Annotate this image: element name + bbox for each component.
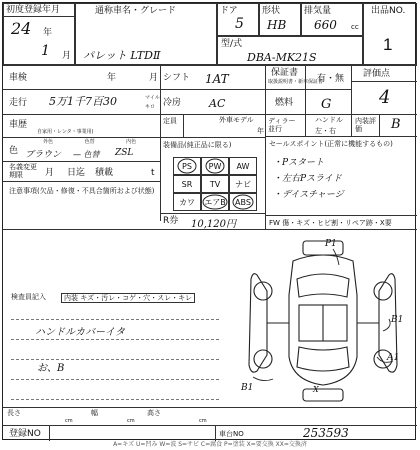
name-change-label: 名義変更期限 xyxy=(9,163,37,179)
damage-mark-a1: A1 xyxy=(387,353,400,363)
equip-aw: AW xyxy=(229,157,257,175)
door-label: ドア xyxy=(220,6,238,16)
shape-label: 形状 xyxy=(262,6,281,16)
equip-tv: TV xyxy=(201,175,229,193)
aircon-label: 冷房 xyxy=(163,98,182,108)
chassis-label: 車台NO xyxy=(219,430,244,438)
warranty-sub: 取扱説明書・新車保証書 xyxy=(268,79,324,85)
first-reg-year-unit: 年 xyxy=(43,28,53,38)
fuel-label: 燃料 xyxy=(275,98,294,108)
damage-mark-b1-left: B1 xyxy=(241,383,254,393)
sales-point-1: ・Pスタート xyxy=(273,158,325,168)
aircon-value: AC xyxy=(209,97,226,110)
mileage-value: 5万1千7百30 xyxy=(49,95,117,108)
equip-abs: ABS xyxy=(229,193,257,211)
exterior-year-unit: 年 xyxy=(257,127,264,135)
model-label: 型/式 xyxy=(221,39,243,49)
car-damage-diagram xyxy=(233,235,413,405)
handle-label: ハンドル xyxy=(315,116,343,124)
mileage-label: 走行 xyxy=(9,98,28,108)
dim-height-label: 高さ xyxy=(147,409,161,417)
auction-sheet xyxy=(2,2,416,440)
handle-value: 左・右 xyxy=(315,127,336,135)
dim-length-unit: cm xyxy=(65,418,73,424)
interior-label: 内装評価 xyxy=(355,117,376,133)
equip-ps: PS xyxy=(173,157,201,175)
color-value: ブラウン xyxy=(25,150,62,160)
interior-value: B xyxy=(391,117,401,132)
equipment-circles xyxy=(173,157,257,211)
damage-mark-x: X xyxy=(313,385,319,394)
name-change-day: 日迄 xyxy=(67,168,86,178)
r-value: 10,120円 xyxy=(191,219,236,230)
exhibit-label: 出品NO. xyxy=(371,6,406,16)
exhibit-value: 1 xyxy=(383,35,393,54)
r-label: R券 xyxy=(163,216,179,226)
capacity-label: 定員 xyxy=(163,117,177,125)
inspection-label: 車検 xyxy=(9,73,28,83)
color-code: ZSL xyxy=(115,148,134,158)
displacement-unit: cc xyxy=(351,23,359,31)
legend-footer: A=キズ U=凹み W=波 S=サビ C=腐食 P=塗装 X=要交換 XX=交換済 xyxy=(113,441,307,448)
dim-width-unit: cm xyxy=(127,418,135,424)
mileage-unit-km: キロ xyxy=(145,104,156,110)
first-reg-month-unit: 月 xyxy=(62,51,72,61)
inspection-year-unit: 年 xyxy=(107,73,117,83)
sales-label: セールスポイント(正常に機能するもの) xyxy=(269,140,393,148)
first-reg-label: 初度登録年月 xyxy=(6,5,61,15)
dealer-label: ディラー並行 xyxy=(268,117,296,133)
name-change-loaded: 積載 xyxy=(95,168,114,178)
equip-sr: SR xyxy=(173,175,201,193)
damage-mark-p1: P1 xyxy=(325,239,337,249)
shift-value: 1AT xyxy=(205,72,229,86)
shape-value: HB xyxy=(267,18,287,32)
car-name-value: パレット LTDⅡ xyxy=(83,49,161,62)
inspector-note-2: お、B xyxy=(37,363,65,374)
equip-airbag: エアB xyxy=(201,193,229,211)
fuel-value: G xyxy=(321,97,332,112)
warranty-value: 有・無 xyxy=(317,74,345,84)
history-label: 車歴 xyxy=(9,120,28,130)
sales-point-3: ・デイスチャージ xyxy=(273,190,344,200)
sales-point-2: ・左右Pスライド xyxy=(273,174,342,184)
damage-legend: FW 傷・キズ・ヒビ割・リペア跡・X要 xyxy=(269,219,392,227)
car-name-label: 通称車名・グレード xyxy=(95,6,177,16)
history-options: 自家用・レンタ・事業用( xyxy=(37,129,94,135)
mileage-unit-mile: マイル xyxy=(145,95,160,101)
shift-label: シフト xyxy=(163,73,191,83)
warranty-label: 保証書 xyxy=(271,68,299,78)
dim-width-label: 幅 xyxy=(91,409,98,417)
displacement-label: 排気量 xyxy=(304,6,332,16)
inspector-label: 検査員記入 xyxy=(11,293,46,301)
color-label: 色 xyxy=(9,146,19,156)
score-value: 4 xyxy=(379,87,391,108)
dim-height-unit: cm xyxy=(199,418,207,424)
door-value: 5 xyxy=(235,16,244,32)
dim-length-label: 長さ xyxy=(7,409,21,417)
inspection-month-unit: 月 xyxy=(149,73,159,83)
notes-label: 注意事項(欠品・修復・不具合箇所および状態) xyxy=(9,187,155,195)
chassis-value: 253593 xyxy=(303,426,349,440)
equip-pw: PW xyxy=(201,157,229,175)
first-reg-month: 1 xyxy=(41,43,50,59)
name-change-month: 月 xyxy=(45,168,55,178)
equip-navi: ナビ xyxy=(229,175,257,193)
inspector-note-1: ハンドルカバーイタ xyxy=(35,327,125,338)
color-sub-labels: 外色 色替 内色 xyxy=(43,139,137,145)
first-reg-year: 24 xyxy=(11,19,32,38)
name-change-t: t xyxy=(151,168,155,178)
score-label: 評価点 xyxy=(363,69,391,79)
model-value: DBA-MK21S xyxy=(247,51,317,64)
equip-leather: カワ xyxy=(173,193,201,211)
equipment-label: 装備品(純正品に限る) xyxy=(163,141,232,149)
displacement-value: 660 xyxy=(314,18,337,32)
damage-mark-b1-right: B1 xyxy=(391,315,404,325)
color-change: — 色替 xyxy=(73,150,100,159)
inspector-items: 内装 キズ・汚レ・コゲ・穴・スレ・キレ xyxy=(61,293,195,303)
exterior-model-label: 外車モデル xyxy=(219,116,254,124)
reg-no-label: 登録NO xyxy=(9,429,41,439)
